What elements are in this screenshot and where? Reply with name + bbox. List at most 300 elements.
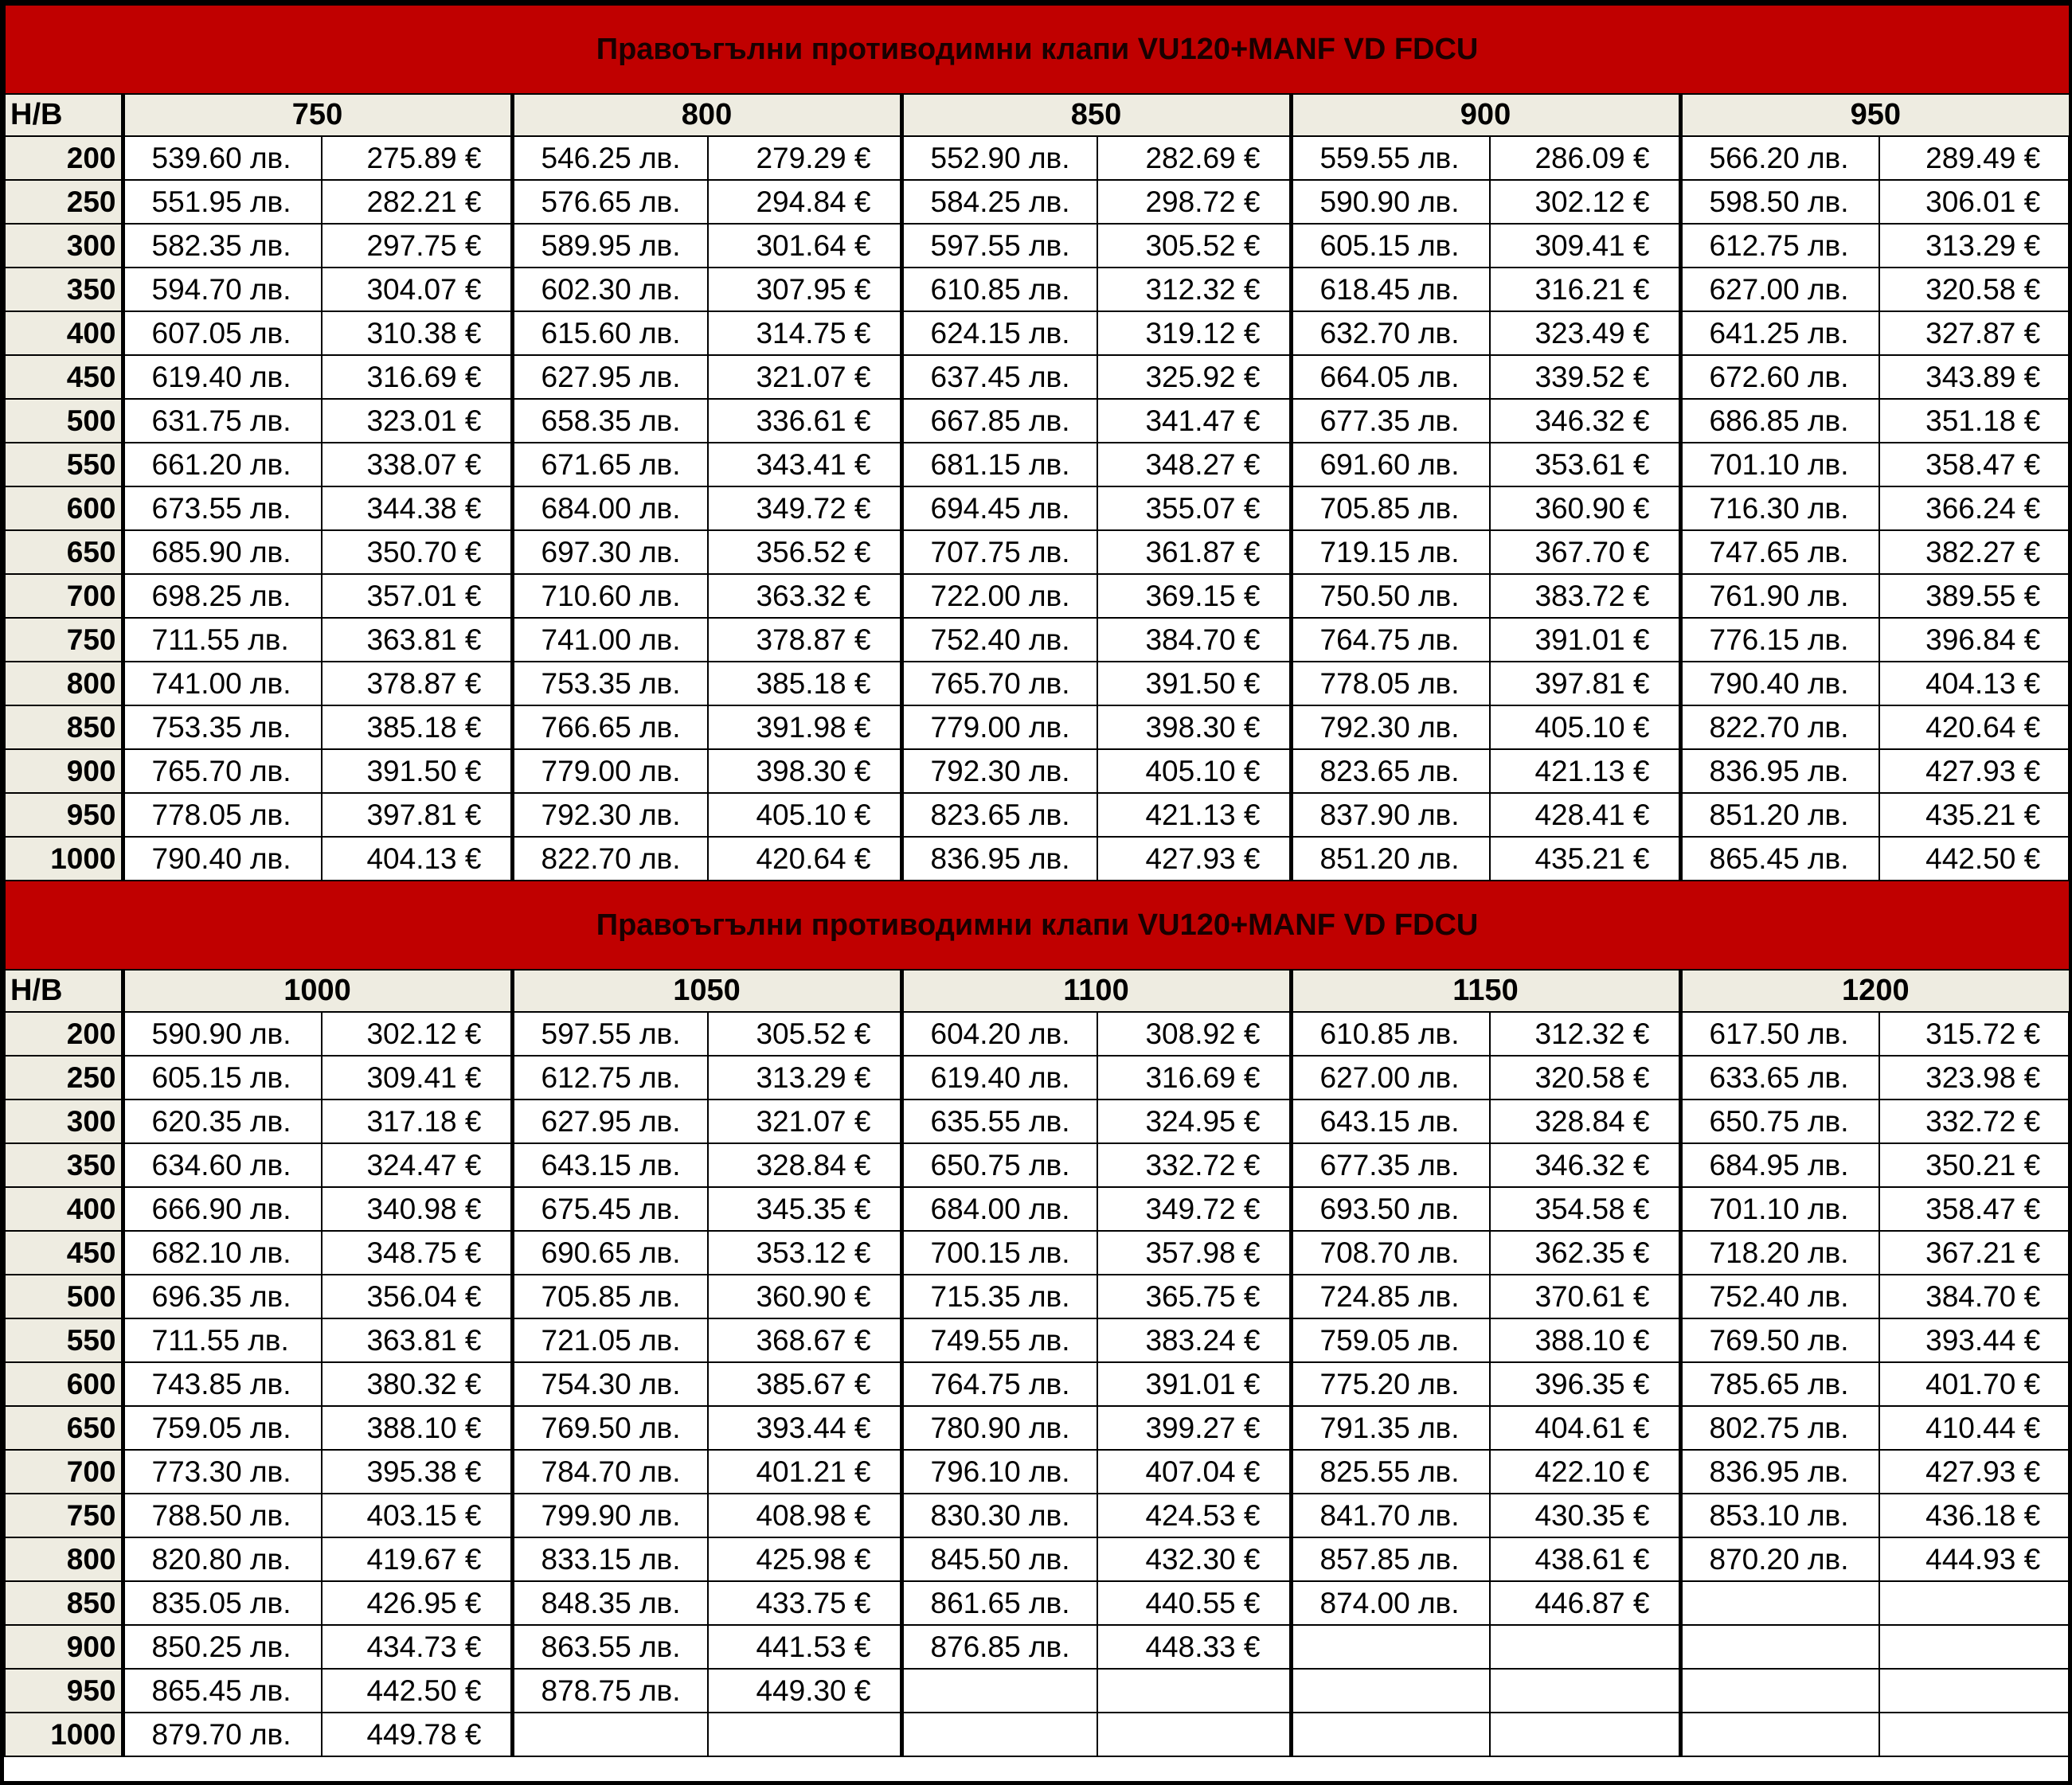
price-bgn-cell: 743.85 лв.	[123, 1362, 322, 1406]
table-row	[5, 1187, 2070, 1231]
price-eur-cell: 397.81 €	[1490, 662, 1680, 705]
price-bgn-cell: 693.50 лв.	[1291, 1187, 1490, 1231]
price-eur-cell: 367.70 €	[1490, 530, 1680, 574]
price-eur-cell: 304.07 €	[322, 268, 512, 311]
price-eur-cell: 427.93 €	[1879, 749, 2070, 793]
price-bgn-cell: 754.30 лв.	[512, 1362, 708, 1406]
price-bgn-cell: 764.75 лв.	[1291, 618, 1490, 662]
width-header: 850	[901, 94, 1291, 136]
price-bgn-cell: 764.75 лв.	[901, 1362, 1097, 1406]
price-eur-cell: 312.32 €	[1490, 1012, 1680, 1056]
price-eur-cell: 385.67 €	[708, 1362, 901, 1406]
price-bgn-cell: 635.55 лв.	[901, 1100, 1097, 1143]
price-eur-cell: 366.24 €	[1879, 486, 2070, 530]
price-eur-cell: 383.24 €	[1097, 1318, 1291, 1362]
price-bgn-cell: 851.20 лв.	[1291, 837, 1490, 881]
width-header-row	[5, 970, 2070, 1012]
table-row	[5, 1100, 2070, 1143]
price-eur-cell: 405.10 €	[1490, 705, 1680, 749]
price-eur-cell: 388.10 €	[1490, 1318, 1680, 1362]
price-bgn-cell: 776.15 лв.	[1680, 618, 1879, 662]
price-bgn-cell: 822.70 лв.	[1680, 705, 1879, 749]
price-eur-cell: 341.47 €	[1097, 399, 1291, 443]
price-eur-cell: 401.21 €	[708, 1450, 901, 1494]
price-eur-cell: 320.58 €	[1879, 268, 2070, 311]
table-row	[5, 1450, 2070, 1494]
price-eur-cell: 384.70 €	[1097, 618, 1291, 662]
price-bgn-cell: 853.10 лв.	[1680, 1494, 1879, 1537]
price-eur-cell: 320.58 €	[1490, 1056, 1680, 1100]
price-eur-cell: 344.38 €	[322, 486, 512, 530]
price-bgn-cell	[1680, 1713, 1879, 1756]
price-eur-cell: 363.32 €	[708, 574, 901, 618]
price-bgn-cell	[901, 1669, 1097, 1713]
price-bgn-cell: 605.15 лв.	[1291, 224, 1490, 268]
price-eur-cell: 435.21 €	[1490, 837, 1680, 881]
price-bgn-cell: 696.35 лв.	[123, 1275, 322, 1318]
table-row	[5, 1362, 2070, 1406]
height-label: 300	[5, 224, 123, 268]
price-eur-cell: 388.10 €	[322, 1406, 512, 1450]
price-bgn-cell: 658.35 лв.	[512, 399, 708, 443]
price-bgn-cell: 610.85 лв.	[1291, 1012, 1490, 1056]
price-eur-cell: 449.30 €	[708, 1669, 901, 1713]
price-bgn-cell: 590.90 лв.	[1291, 180, 1490, 224]
price-eur-cell: 398.30 €	[708, 749, 901, 793]
price-bgn-cell: 765.70 лв.	[901, 662, 1097, 705]
price-eur-cell: 353.12 €	[708, 1231, 901, 1275]
price-bgn-cell: 759.05 лв.	[1291, 1318, 1490, 1362]
price-eur-cell: 405.10 €	[708, 793, 901, 837]
price-bgn-cell: 820.80 лв.	[123, 1537, 322, 1581]
price-bgn-cell: 711.55 лв.	[123, 618, 322, 662]
price-eur-cell: 442.50 €	[322, 1669, 512, 1713]
price-bgn-cell: 799.90 лв.	[512, 1494, 708, 1537]
price-bgn-cell: 590.90 лв.	[123, 1012, 322, 1056]
price-eur-cell: 370.61 €	[1490, 1275, 1680, 1318]
price-eur-cell	[1879, 1713, 2070, 1756]
price-eur-cell: 328.84 €	[708, 1143, 901, 1187]
table-row	[5, 705, 2070, 749]
price-bgn-cell: 747.65 лв.	[1680, 530, 1879, 574]
price-bgn-cell: 749.55 лв.	[901, 1318, 1097, 1362]
height-label: 750	[5, 1494, 123, 1537]
price-bgn-cell: 874.00 лв.	[1291, 1581, 1490, 1625]
price-eur-cell: 360.90 €	[708, 1275, 901, 1318]
price-eur-cell: 369.15 €	[1097, 574, 1291, 618]
price-eur-cell	[1879, 1625, 2070, 1669]
table-row	[5, 749, 2070, 793]
price-eur-cell: 309.41 €	[322, 1056, 512, 1100]
price-bgn-cell: 752.40 лв.	[901, 618, 1097, 662]
width-header-row	[5, 94, 2070, 136]
price-eur-cell: 323.49 €	[1490, 311, 1680, 355]
price-eur-cell: 391.01 €	[1097, 1362, 1291, 1406]
price-eur-cell: 367.21 €	[1879, 1231, 2070, 1275]
price-eur-cell	[1490, 1713, 1680, 1756]
price-bgn-cell: 778.05 лв.	[1291, 662, 1490, 705]
price-eur-cell: 436.18 €	[1879, 1494, 2070, 1537]
price-eur-cell: 314.75 €	[708, 311, 901, 355]
price-bgn-cell: 612.75 лв.	[512, 1056, 708, 1100]
price-bgn-cell: 701.10 лв.	[1680, 1187, 1879, 1231]
price-bgn-cell: 641.25 лв.	[1680, 311, 1879, 355]
price-bgn-cell: 708.70 лв.	[1291, 1231, 1490, 1275]
price-eur-cell: 365.75 €	[1097, 1275, 1291, 1318]
table-row	[5, 224, 2070, 268]
price-eur-cell: 427.93 €	[1097, 837, 1291, 881]
price-eur-cell: 357.01 €	[322, 574, 512, 618]
price-bgn-cell: 551.95 лв.	[123, 180, 322, 224]
price-eur-cell: 321.07 €	[708, 1100, 901, 1143]
price-eur-cell: 398.30 €	[1097, 705, 1291, 749]
price-eur-cell	[1879, 1581, 2070, 1625]
price-bgn-cell: 633.65 лв.	[1680, 1056, 1879, 1100]
price-eur-cell: 441.53 €	[708, 1625, 901, 1669]
price-eur-cell: 384.70 €	[1879, 1275, 2070, 1318]
price-eur-cell: 351.18 €	[1879, 399, 2070, 443]
price-eur-cell: 421.13 €	[1490, 749, 1680, 793]
price-eur-cell: 324.95 €	[1097, 1100, 1291, 1143]
price-eur-cell: 380.32 €	[322, 1362, 512, 1406]
price-bgn-cell: 792.30 лв.	[512, 793, 708, 837]
height-label: 300	[5, 1100, 123, 1143]
height-label: 600	[5, 486, 123, 530]
price-eur-cell: 302.12 €	[322, 1012, 512, 1056]
corner-label: Н/В	[5, 94, 123, 136]
price-bgn-cell: 878.75 лв.	[512, 1669, 708, 1713]
price-bgn-cell: 753.35 лв.	[512, 662, 708, 705]
price-bgn-cell: 700.15 лв.	[901, 1231, 1097, 1275]
price-bgn-cell	[1680, 1669, 1879, 1713]
corner-label: Н/В	[5, 970, 123, 1012]
price-bgn-cell: 836.95 лв.	[901, 837, 1097, 881]
price-eur-cell: 408.98 €	[708, 1494, 901, 1537]
price-bgn-cell: 661.20 лв.	[123, 443, 322, 486]
price-eur-cell: 358.47 €	[1879, 1187, 2070, 1231]
height-label: 900	[5, 1625, 123, 1669]
price-eur-cell: 294.84 €	[708, 180, 901, 224]
price-eur-cell: 343.41 €	[708, 443, 901, 486]
table-row	[5, 1231, 2070, 1275]
height-label: 200	[5, 1012, 123, 1056]
price-eur-cell: 405.10 €	[1097, 749, 1291, 793]
table-row	[5, 662, 2070, 705]
price-eur-cell: 438.61 €	[1490, 1537, 1680, 1581]
price-bgn-cell: 790.40 лв.	[1680, 662, 1879, 705]
height-label: 550	[5, 1318, 123, 1362]
price-bgn-cell: 741.00 лв.	[512, 618, 708, 662]
price-bgn-cell: 673.55 лв.	[123, 486, 322, 530]
price-eur-cell	[1490, 1625, 1680, 1669]
price-eur-cell: 393.44 €	[708, 1406, 901, 1450]
price-eur-cell: 306.01 €	[1879, 180, 2070, 224]
price-eur-cell: 355.07 €	[1097, 486, 1291, 530]
height-label: 650	[5, 530, 123, 574]
price-eur-cell: 435.21 €	[1879, 793, 2070, 837]
height-label: 500	[5, 1275, 123, 1318]
width-header: 1000	[123, 970, 512, 1012]
price-eur-cell: 391.98 €	[708, 705, 901, 749]
price-eur-cell	[1490, 1669, 1680, 1713]
price-eur-cell: 360.90 €	[1490, 486, 1680, 530]
price-eur-cell: 385.18 €	[708, 662, 901, 705]
price-bgn-cell	[1291, 1669, 1490, 1713]
price-eur-cell: 396.84 €	[1879, 618, 2070, 662]
price-eur-cell: 420.64 €	[1879, 705, 2070, 749]
price-bgn-cell: 694.45 лв.	[901, 486, 1097, 530]
price-bgn-cell	[901, 1713, 1097, 1756]
height-label: 350	[5, 268, 123, 311]
price-eur-cell: 422.10 €	[1490, 1450, 1680, 1494]
price-eur-cell: 343.89 €	[1879, 355, 2070, 399]
price-eur-cell: 301.64 €	[708, 224, 901, 268]
price-eur-cell: 448.33 €	[1097, 1625, 1291, 1669]
price-eur-cell: 368.67 €	[708, 1318, 901, 1362]
price-eur-cell: 433.75 €	[708, 1581, 901, 1625]
table-row	[5, 180, 2070, 224]
price-bgn-cell: 825.55 лв.	[1291, 1450, 1490, 1494]
price-eur-cell: 361.87 €	[1097, 530, 1291, 574]
height-label: 450	[5, 355, 123, 399]
price-bgn-cell: 546.25 лв.	[512, 136, 708, 180]
price-eur-cell: 323.01 €	[322, 399, 512, 443]
table-row	[5, 136, 2070, 180]
height-label: 600	[5, 1362, 123, 1406]
height-label: 800	[5, 1537, 123, 1581]
price-eur-cell: 356.52 €	[708, 530, 901, 574]
table-row	[5, 1494, 2070, 1537]
price-bgn-cell: 861.65 лв.	[901, 1581, 1097, 1625]
price-bgn-cell: 597.55 лв.	[901, 224, 1097, 268]
price-bgn-cell: 769.50 лв.	[512, 1406, 708, 1450]
table-row	[5, 793, 2070, 837]
price-bgn-cell: 594.70 лв.	[123, 268, 322, 311]
width-header: 950	[1680, 94, 2070, 136]
table-row	[5, 1275, 2070, 1318]
height-label: 750	[5, 618, 123, 662]
price-bgn-cell: 643.15 лв.	[1291, 1100, 1490, 1143]
price-eur-cell: 313.29 €	[708, 1056, 901, 1100]
height-label: 800	[5, 662, 123, 705]
price-table	[4, 4, 2070, 1757]
width-header: 1150	[1291, 970, 1680, 1012]
price-eur-cell: 340.98 €	[322, 1187, 512, 1231]
table-row	[5, 399, 2070, 443]
price-eur-cell	[708, 1713, 901, 1756]
price-bgn-cell: 634.60 лв.	[123, 1143, 322, 1187]
price-bgn-cell: 597.55 лв.	[512, 1012, 708, 1056]
height-label: 250	[5, 180, 123, 224]
price-eur-cell: 425.98 €	[708, 1537, 901, 1581]
price-bgn-cell: 619.40 лв.	[123, 355, 322, 399]
price-bgn-cell: 769.50 лв.	[1680, 1318, 1879, 1362]
price-eur-cell: 336.61 €	[708, 399, 901, 443]
price-eur-cell: 396.35 €	[1490, 1362, 1680, 1406]
height-label: 550	[5, 443, 123, 486]
price-eur-cell: 286.09 €	[1490, 136, 1680, 180]
price-eur-cell: 404.13 €	[322, 837, 512, 881]
price-eur-cell: 427.93 €	[1879, 1450, 2070, 1494]
price-bgn-cell: 627.95 лв.	[512, 355, 708, 399]
price-bgn-cell: 632.70 лв.	[1291, 311, 1490, 355]
table-row	[5, 355, 2070, 399]
table-title-row	[5, 881, 2070, 970]
table-row	[5, 1143, 2070, 1187]
price-eur-cell: 449.78 €	[322, 1713, 512, 1756]
height-label: 650	[5, 1406, 123, 1450]
price-eur-cell: 332.72 €	[1879, 1100, 2070, 1143]
price-bgn-cell: 697.30 лв.	[512, 530, 708, 574]
price-eur-cell: 442.50 €	[1879, 837, 2070, 881]
price-bgn-cell: 823.65 лв.	[1291, 749, 1490, 793]
price-bgn-cell: 779.00 лв.	[901, 705, 1097, 749]
price-bgn-cell: 802.75 лв.	[1680, 1406, 1879, 1450]
price-bgn-cell: 552.90 лв.	[901, 136, 1097, 180]
price-bgn-cell: 667.85 лв.	[901, 399, 1097, 443]
price-eur-cell: 428.41 €	[1490, 793, 1680, 837]
price-eur-cell: 354.58 €	[1490, 1187, 1680, 1231]
price-eur-cell: 357.98 €	[1097, 1231, 1291, 1275]
price-eur-cell: 350.70 €	[322, 530, 512, 574]
price-eur-cell: 356.04 €	[322, 1275, 512, 1318]
price-bgn-cell: 664.05 лв.	[1291, 355, 1490, 399]
price-bgn-cell: 584.25 лв.	[901, 180, 1097, 224]
price-bgn-cell: 865.45 лв.	[123, 1669, 322, 1713]
price-bgn-cell: 643.15 лв.	[512, 1143, 708, 1187]
price-eur-cell: 338.07 €	[322, 443, 512, 486]
price-eur-cell: 389.55 €	[1879, 574, 2070, 618]
price-bgn-cell: 761.90 лв.	[1680, 574, 1879, 618]
price-eur-cell	[1097, 1713, 1291, 1756]
price-bgn-cell: 576.65 лв.	[512, 180, 708, 224]
price-bgn-cell: 836.95 лв.	[1680, 1450, 1879, 1494]
price-bgn-cell: 775.20 лв.	[1291, 1362, 1490, 1406]
price-eur-cell: 346.32 €	[1490, 1143, 1680, 1187]
price-bgn-cell: 610.85 лв.	[901, 268, 1097, 311]
price-bgn-cell: 790.40 лв.	[123, 837, 322, 881]
height-label: 450	[5, 1231, 123, 1275]
price-eur-cell: 426.95 €	[322, 1581, 512, 1625]
width-header: 1050	[512, 970, 901, 1012]
price-bgn-cell: 690.65 лв.	[512, 1231, 708, 1275]
price-bgn-cell: 701.10 лв.	[1680, 443, 1879, 486]
price-bgn-cell: 559.55 лв.	[1291, 136, 1490, 180]
table-row	[5, 1581, 2070, 1625]
price-eur-cell: 358.47 €	[1879, 443, 2070, 486]
price-bgn-cell	[512, 1713, 708, 1756]
price-bgn-cell: 684.95 лв.	[1680, 1143, 1879, 1187]
price-eur-cell: 348.75 €	[322, 1231, 512, 1275]
price-eur-cell: 316.69 €	[1097, 1056, 1291, 1100]
price-bgn-cell: 870.20 лв.	[1680, 1537, 1879, 1581]
height-label: 700	[5, 574, 123, 618]
price-eur-cell: 321.07 €	[708, 355, 901, 399]
price-bgn-cell	[1680, 1581, 1879, 1625]
price-eur-cell: 440.55 €	[1097, 1581, 1291, 1625]
price-bgn-cell: 796.10 лв.	[901, 1450, 1097, 1494]
price-eur-cell: 317.18 €	[322, 1100, 512, 1143]
price-bgn-cell: 705.85 лв.	[1291, 486, 1490, 530]
price-eur-cell: 315.72 €	[1879, 1012, 2070, 1056]
table-row	[5, 443, 2070, 486]
price-bgn-cell: 785.65 лв.	[1680, 1362, 1879, 1406]
height-label: 500	[5, 399, 123, 443]
price-eur-cell: 349.72 €	[1097, 1187, 1291, 1231]
table-row	[5, 530, 2070, 574]
price-bgn-cell: 784.70 лв.	[512, 1450, 708, 1494]
price-bgn-cell: 779.00 лв.	[512, 749, 708, 793]
price-bgn-cell: 845.50 лв.	[901, 1537, 1097, 1581]
price-bgn-cell: 741.00 лв.	[123, 662, 322, 705]
price-eur-cell: 332.72 €	[1097, 1143, 1291, 1187]
price-bgn-cell: 841.70 лв.	[1291, 1494, 1490, 1537]
price-bgn-cell: 835.05 лв.	[123, 1581, 322, 1625]
price-bgn-cell: 604.20 лв.	[901, 1012, 1097, 1056]
price-bgn-cell: 619.40 лв.	[901, 1056, 1097, 1100]
price-eur-cell: 316.21 €	[1490, 268, 1680, 311]
price-bgn-cell: 631.75 лв.	[123, 399, 322, 443]
table-title-row	[5, 5, 2070, 94]
table-row	[5, 1625, 2070, 1669]
price-bgn-cell: 778.05 лв.	[123, 793, 322, 837]
price-bgn-cell: 833.15 лв.	[512, 1537, 708, 1581]
table-row	[5, 837, 2070, 881]
price-eur-cell: 350.21 €	[1879, 1143, 2070, 1187]
height-label: 950	[5, 1669, 123, 1713]
price-bgn-cell: 822.70 лв.	[512, 837, 708, 881]
price-eur-cell: 298.72 €	[1097, 180, 1291, 224]
price-bgn-cell: 719.15 лв.	[1291, 530, 1490, 574]
price-eur-cell: 444.93 €	[1879, 1537, 2070, 1581]
height-label: 1000	[5, 1713, 123, 1756]
price-eur-cell: 297.75 €	[322, 224, 512, 268]
price-eur-cell: 446.87 €	[1490, 1581, 1680, 1625]
price-bgn-cell	[1291, 1713, 1490, 1756]
price-eur-cell: 312.32 €	[1097, 268, 1291, 311]
height-label: 400	[5, 311, 123, 355]
price-bgn-cell	[1291, 1625, 1490, 1669]
table-row	[5, 1537, 2070, 1581]
price-eur-cell: 383.72 €	[1490, 574, 1680, 618]
price-bgn-cell: 707.75 лв.	[901, 530, 1097, 574]
table-row	[5, 1012, 2070, 1056]
price-bgn-cell: 650.75 лв.	[901, 1143, 1097, 1187]
price-bgn-cell: 677.35 лв.	[1291, 399, 1490, 443]
price-bgn-cell: 681.15 лв.	[901, 443, 1097, 486]
price-bgn-cell: 792.30 лв.	[901, 749, 1097, 793]
width-header: 750	[123, 94, 512, 136]
width-header: 1100	[901, 970, 1291, 1012]
height-label: 250	[5, 1056, 123, 1100]
price-eur-cell: 395.38 €	[322, 1450, 512, 1494]
price-bgn-cell: 710.60 лв.	[512, 574, 708, 618]
table-row	[5, 1406, 2070, 1450]
price-bgn-cell: 602.30 лв.	[512, 268, 708, 311]
price-eur-cell: 391.50 €	[1097, 662, 1291, 705]
price-bgn-cell: 650.75 лв.	[1680, 1100, 1879, 1143]
price-eur-cell: 432.30 €	[1097, 1537, 1291, 1581]
price-bgn-cell: 684.00 лв.	[901, 1187, 1097, 1231]
price-bgn-cell: 823.65 лв.	[901, 793, 1097, 837]
price-eur-cell: 275.89 €	[322, 136, 512, 180]
price-eur-cell: 407.04 €	[1097, 1450, 1291, 1494]
height-label: 200	[5, 136, 123, 180]
price-bgn-cell: 716.30 лв.	[1680, 486, 1879, 530]
price-eur-cell: 313.29 €	[1879, 224, 2070, 268]
height-label: 350	[5, 1143, 123, 1187]
price-eur-cell: 282.21 €	[322, 180, 512, 224]
